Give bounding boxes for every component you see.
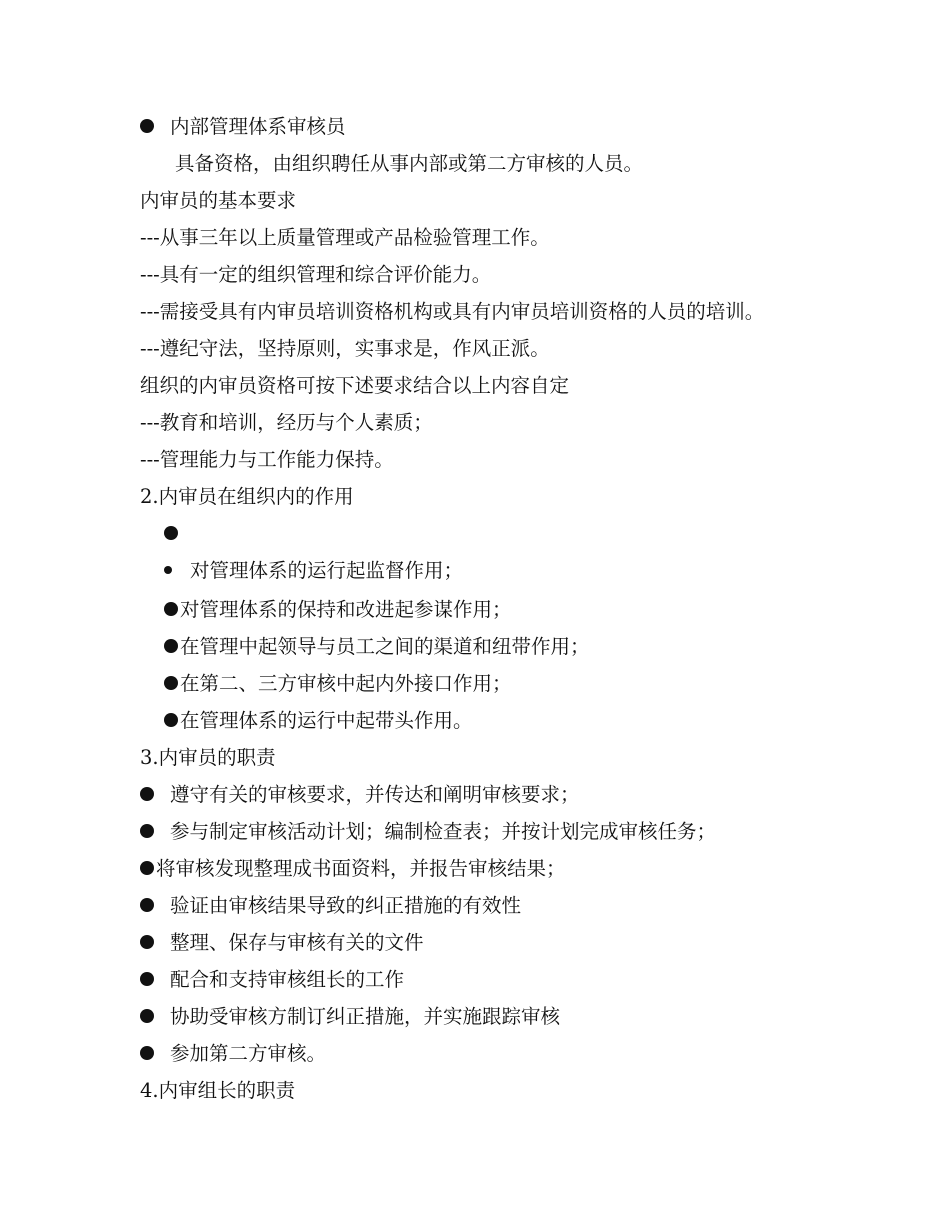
- line-text: ---遵纪守法，坚持原则，实事求是，作风正派。: [140, 337, 550, 360]
- list-item: [140, 967, 404, 993]
- line-text: 在第二、三方审核中起内外接口作用；: [180, 672, 512, 695]
- line-text: 4.内审组长的职责: [140, 1079, 296, 1102]
- list-item: [164, 521, 178, 547]
- line-text: 2.内审员在组织内的作用: [140, 485, 354, 508]
- dash-item: [140, 225, 550, 251]
- bullet-icon: [164, 526, 178, 540]
- line-text: 配合和支持审核组长的工作: [170, 968, 405, 991]
- bullet-icon: [164, 639, 178, 653]
- list-item: [164, 708, 473, 734]
- paragraph: [140, 373, 569, 399]
- line-text: 内审员的基本要求: [140, 189, 297, 212]
- line-text: ---具有一定的组织管理和综合评价能力。: [140, 263, 492, 286]
- line-text: 3.内审员的职责: [140, 746, 276, 769]
- list-item: [140, 114, 346, 140]
- list-item: [140, 1041, 326, 1067]
- list-item: [164, 597, 512, 623]
- line-text: ---从事三年以上质量管理或产品检验管理工作。: [140, 226, 550, 249]
- line-text: 协助受审核方制订纠正措施，并实施跟踪审核: [170, 1005, 561, 1028]
- dash-item: [140, 410, 433, 436]
- line-text: 具备资格，由组织聘任从事内部或第二方审核的人员。: [175, 152, 644, 175]
- line-text: 遵守有关的审核要求，并传达和阐明审核要求；: [170, 783, 580, 806]
- line-text: ---管理能力与工作能力保持。: [140, 448, 394, 471]
- bullet-icon: [140, 1046, 154, 1060]
- line-text: 参加第二方审核。: [170, 1042, 327, 1065]
- list-item: [140, 819, 716, 845]
- list-item: [140, 930, 424, 956]
- line-text: 组织的内审员资格可按下述要求结合以上内容自定: [140, 374, 570, 397]
- bullet-icon: [140, 898, 154, 912]
- dash-item: [140, 262, 491, 288]
- list-item: [140, 782, 580, 808]
- list-item: [164, 558, 463, 584]
- list-item: [140, 893, 521, 919]
- paragraph: [175, 151, 643, 177]
- bullet-icon: [164, 602, 178, 616]
- section-heading: [140, 188, 296, 214]
- list-item: [164, 634, 590, 660]
- list-item: [140, 856, 566, 882]
- section-heading: [140, 745, 276, 771]
- bullet-icon: [140, 1009, 154, 1023]
- dash-item: [140, 447, 394, 473]
- bullet-icon: [140, 119, 154, 133]
- line-text: 验证由审核结果导致的纠正措施的有效性: [170, 894, 522, 917]
- bullet-icon: [140, 935, 154, 949]
- line-text: 参与制定审核活动计划；编制检查表；并按计划完成审核任务；: [170, 820, 717, 843]
- dash-item: [140, 299, 764, 325]
- line-text: 对管理体系的运行起监督作用；: [190, 559, 464, 582]
- line-text: 在管理中起领导与员工之间的渠道和纽带作用；: [180, 635, 590, 658]
- dash-item: [140, 336, 550, 362]
- line-text: 整理、保存与审核有关的文件: [170, 931, 424, 954]
- line-text: 在管理体系的运行中起带头作用。: [180, 709, 473, 732]
- bullet-icon: [164, 566, 172, 574]
- line-text: 对管理体系的保持和改进起参谋作用；: [180, 598, 512, 621]
- line-text: 将审核发现整理成书面资料，并报告审核结果；: [156, 857, 566, 880]
- bullet-icon: [140, 861, 154, 875]
- bullet-icon: [140, 824, 154, 838]
- line-text: ---教育和培训，经历与个人素质；: [140, 411, 433, 434]
- list-item: [164, 671, 512, 697]
- line-text: 内部管理体系审核员: [170, 115, 346, 138]
- line-text: ---需接受具有内审员培训资格机构或具有内审员培训资格的人员的培训。: [140, 300, 765, 323]
- bullet-icon: [140, 972, 154, 986]
- bullet-icon: [164, 713, 178, 727]
- bullet-icon: [140, 787, 154, 801]
- bullet-icon: [164, 676, 178, 690]
- section-heading: [140, 484, 354, 510]
- section-heading: [140, 1078, 295, 1104]
- list-item: [140, 1004, 560, 1030]
